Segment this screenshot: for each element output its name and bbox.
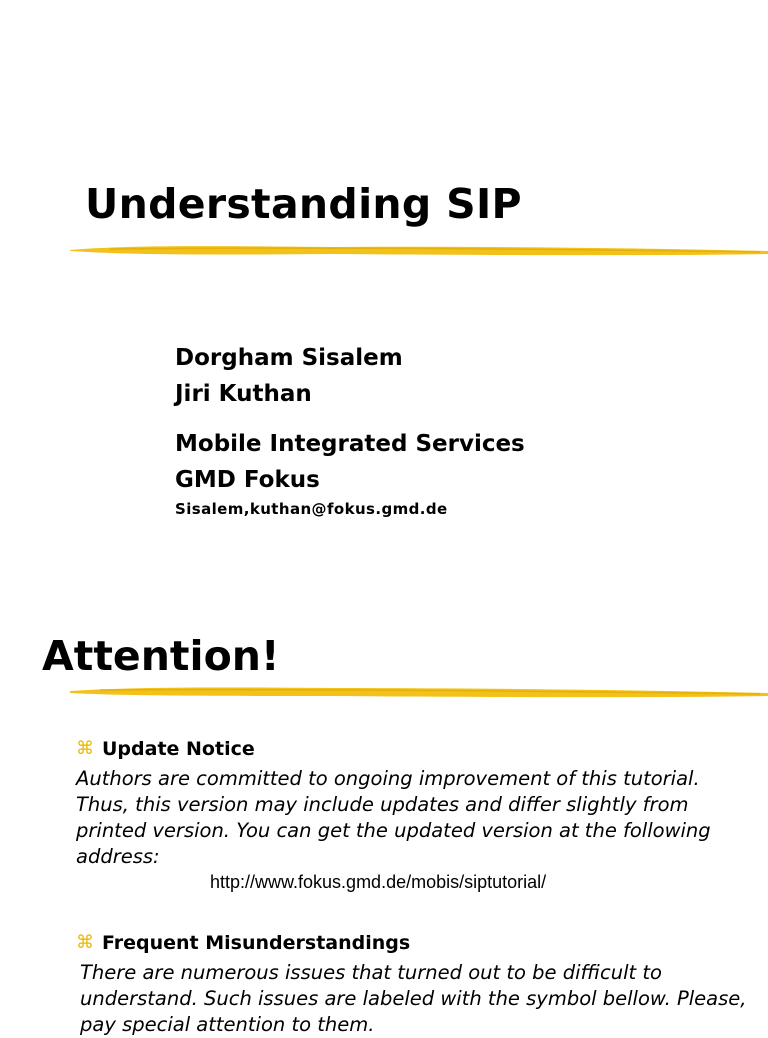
- author-name: Dorgham Sisalem: [175, 345, 403, 371]
- update-notice-section: [76, 736, 756, 870]
- organization-line: GMD Fokus: [175, 467, 320, 493]
- author-block: [175, 340, 525, 518]
- command-icon: ⌘: [76, 932, 94, 953]
- section-body: There are numerous issues that turned out to be difficult to understand. Such issues are labeled with the symbol bellow. Please, pay special attention to them.: [80, 961, 747, 1036]
- contact-email: Sisalem,kuthan@fokus.gmd.de: [175, 500, 448, 518]
- attention-slide: [0, 600, 768, 1036]
- title-underline: [70, 684, 768, 700]
- author-name: Jiri Kuthan: [175, 381, 312, 407]
- title-underline: [70, 242, 768, 258]
- section-heading: Frequent Misunderstandings: [102, 932, 411, 954]
- slide-title: Attention!: [42, 632, 280, 680]
- slide-title: Understanding SIP: [85, 180, 522, 228]
- section-body: Authors are committed to ongoing improvement of this tutorial. Thus, this version may include updates and differ slightly from printed version. You can get the updated version at the following address:: [76, 767, 711, 868]
- command-icon: ⌘: [76, 738, 94, 759]
- tutorial-url[interactable]: http://www.fokus.gmd.de/mobis/siptutorial/: [210, 872, 547, 892]
- section-heading: Update Notice: [102, 738, 255, 760]
- organization-line: Mobile Integrated Services: [175, 431, 525, 457]
- misunderstandings-section: [76, 930, 756, 1038]
